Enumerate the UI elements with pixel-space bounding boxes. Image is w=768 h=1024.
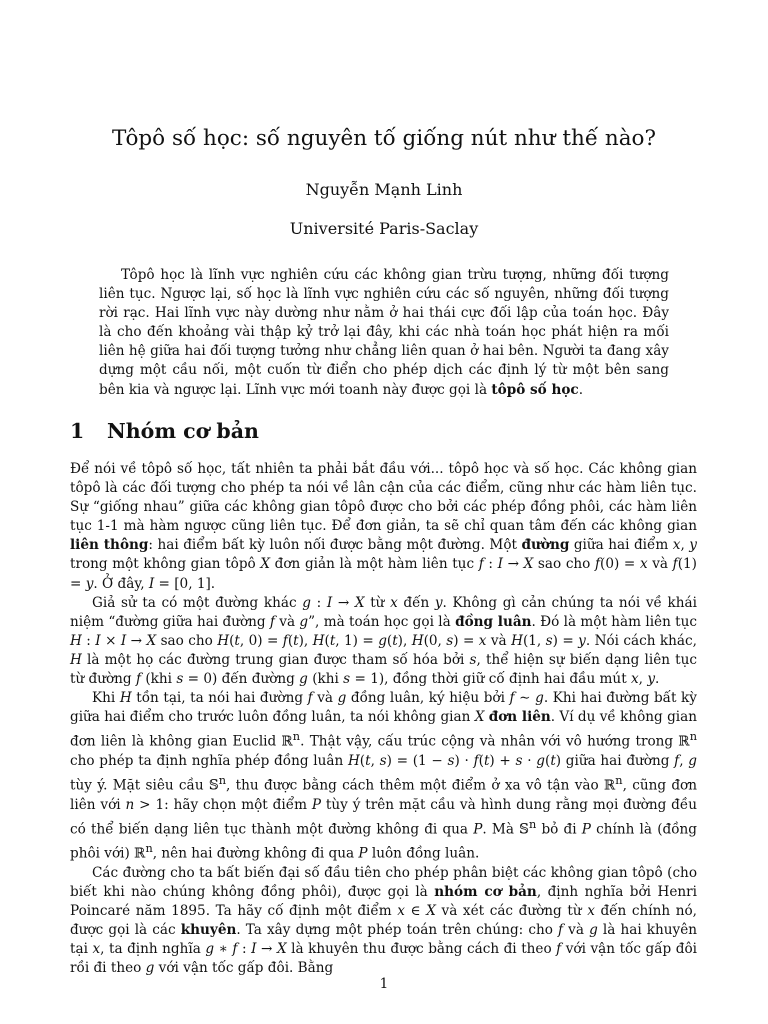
section-body	[70, 460, 697, 979]
author-name: Nguyễn Mạnh Linh	[305, 180, 463, 199]
affiliation: Université Paris-Saclay	[289, 219, 479, 238]
page-number: 1	[379, 976, 389, 992]
section-heading	[70, 419, 259, 443]
paragraph: Khi H tồn tại, ta nói hai đường f và g đồng luân, ký hiệu bởi f ∼ g. Khi hai đường bất kỳ giữa hai điểm cho trước luôn đồng luân, ta nói không gian X đơn liên. Ví dụ về không gian đơn liên là không gian Euclid ℝ$^n$. Thật vậy, cấu trúc cộng và nhân với vô hướng trong ℝ$^n$ cho phép ta định nghĩa phép đồng luân H(t, s) = (1 − s) · f(t) + s · g(t) giữa hai đường f, g tùy ý. Mặt siêu cầu 𝕊$^n$, thu được bằng cách thêm một điểm ở xa vô tận vào ℝ$^n$, cũng đơn liên với n > 1: hãy chọn một điểm P tùy ý trên mặt cầu và hình dung rằng mọi đường đều có thể biến dạng liên tục thành một đường không đi qua P. Mà 𝕊$^n$ bỏ đi P chính là (đồng phôi với) ℝ$^n$, nên hai đường không đi qua P luôn đồng luân.	[70, 690, 697, 862]
abstract-keyword: tôpô số học	[491, 381, 579, 398]
abstract: Tôpô học là lĩnh vực nghiên cứu các không gian trừu tượng, những đối tượng liên tục. Ngược lại, số học là lĩnh vực nghiên cứu các số nguyên, những đối tượng rời rạc. Hai lĩnh vực này dường như nằm ở hai thái cực đối lập của toán học. Đây là cho đến khoảng vài thập kỷ trở lại đây, khi các nhà toán học phát hiện ra mối liên hệ giữa hai đối tượng tưởng như chẳng liên quan ở hai bên. Người ta đang xây dựng một cầu nối, một cuốn từ điển cho phép dịch các định lý từ một bên sang bên kia và ngược lại. Lĩnh vực mới toanh này được gọi là tôpô số học.	[99, 267, 669, 398]
section-number: 1	[70, 419, 85, 443]
abstract-text: Tôpô học là lĩnh vực nghiên cứu các không gian trừu tượng, những đối tượng liên tục. Ngược lại, số học là lĩnh vực nghiên cứu các số nguyên, những đối tượng rời rạc. Hai lĩnh vực này dường như nằm ở hai thái cực đối lập của toán học. Đây là cho đến khoảng vài thập kỷ trở lại đây, khi các nhà toán học phát hiện ra mối liên hệ giữa hai đối tượng tưởng như chẳng liên quan ở hai bên. Người ta đang xây dựng một cầu nối, một cuốn từ điển cho phép dịch các định lý từ một bên sang bên kia và ngược lại. Lĩnh vực mới toanh này được gọi là	[99, 267, 669, 398]
paragraph: Giả sử ta có một đường khác g : I → X từ x đến y. Không gì cản chúng ta nói về khái niệm “đường giữa hai đường f và g”, mà toán học gọi là đồng luân. Đó là một hàm liên tục H : I × I → X sao cho H(t, 0) = f(t), H(t, 1) = g(t), H(0, s) = x và H(1, s) = y. Nói cách khác, H là một họ các đường trung gian được tham số hóa bởi s, thể hiện sự biến dạng liên tục từ đường f (khi s = 0) đến đường g (khi s = 1), đồng thời giữ cố định hai đầu mút x, y.	[70, 594, 698, 688]
paragraph: Để nói về tôpô số học, tất nhiên ta phải bắt đầu với... tôpô học và số học. Các không gian tôpô là các đối tượng cho phép ta nói về lân cận của các điểm, cũng như các hàm liên tục. Sự “giống nhau” giữa các không gian tôpô được cho bởi các phép đồng phôi, các hàm liên tục 1-1 mà hàm ngược cũng liên tục. Để đơn giản, ta sẽ chỉ quan tâm đến các không gian liên thông: hai điểm bất kỳ luôn nối được bằng một đường. Một đường giữa hai điểm x, y trong một không gian tôpô X đơn giản là một hàm liên tục f : I → X sao cho f(0) = x và f(1) = y. Ở đây, I = [0, 1].	[70, 461, 697, 592]
section-title: Nhóm cơ bản	[107, 419, 259, 443]
paper-title: Tôpô số học: số nguyên tố giống nút như thế nào?	[111, 126, 657, 151]
paragraph: Các đường cho ta bất biến đại số đầu tiên cho phép phân biệt các không gian tôpô (cho biết khi nào chúng không đồng phôi), được gọi là nhóm cơ bản, định nghĩa bởi Henri Poincaré năm 1895. Ta hãy cố định một điểm x ∈ X và xét các đường từ x đến chính nó, được gọi là các khuyên. Ta xây dựng một phép toán trên chúng: cho f và g là hai khuyên tại x, ta định nghĩa g ∗ f : I → X là khuyên thu được bằng cách đi theo f với vận tốc gấp đôi rồi đi theo g với vận tốc gấp đôi. Bằng	[70, 865, 698, 977]
